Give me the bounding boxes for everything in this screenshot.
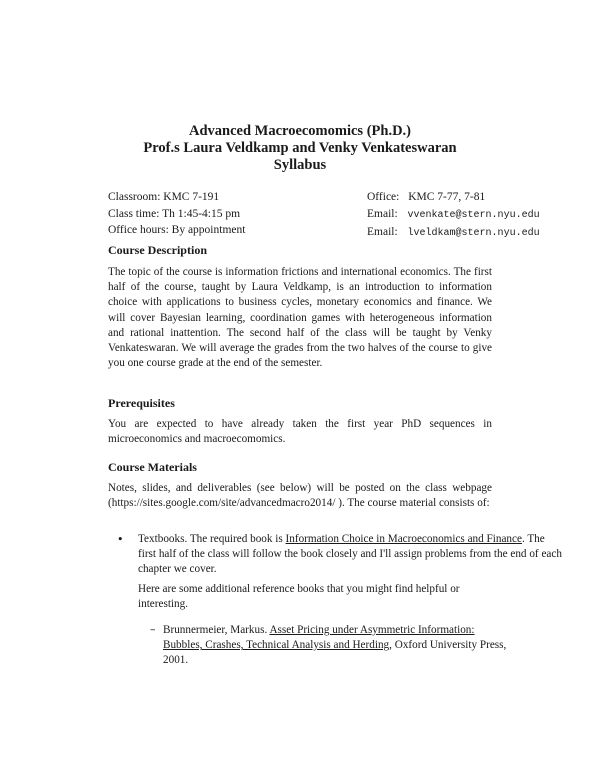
prerequisites-heading: Prerequisites <box>108 396 175 410</box>
office-hours: Office hours: By appointment <box>108 224 246 236</box>
email-label-1: Email: <box>367 207 398 220</box>
prerequisites-text: You are expected to have already taken the first year PhD sequences in microeconomics and macroecomomics. <box>108 418 492 446</box>
email-venkateswaran[interactable]: vvenkate@stern.nyu.edu <box>407 209 540 221</box>
reference-author: Brunnermeier, Markus. <box>163 624 270 636</box>
office-label: Office: <box>367 191 400 203</box>
email-veldkamp[interactable]: lveldkam@stern.nyu.edu <box>407 228 540 239</box>
course-materials-heading: Course Materials <box>108 460 197 474</box>
office-value: KMC 7-77, 7-81 <box>408 191 486 203</box>
bullet-marker: • <box>117 533 124 546</box>
reference-title: Asset Pricing under Asymmetric Information: Bubbles, Crashes, Technical Analysis and Herding <box>163 624 475 652</box>
office-row <box>367 189 540 206</box>
logistics-left <box>108 189 245 239</box>
logistics-right <box>367 189 540 243</box>
textbook-title: Information Choice in Macroeconomics and Finance <box>285 533 522 545</box>
classroom: Classroom: KMC 7-191 <box>108 191 220 203</box>
textbooks-item <box>138 532 565 578</box>
reference-item <box>163 623 515 669</box>
class-time: Class time: Th 1:45-4:15 pm <box>108 207 241 220</box>
textbooks-prefix: Textbooks. The required book is <box>138 533 286 545</box>
professors-line: Prof.s Laura Veldkamp and Venky Venkateswaran <box>143 140 457 156</box>
email-row-1 <box>367 206 540 225</box>
textbooks-suffix: . The first half of the class will follow the book closely and I'll assign problems from the end of each chapter we cover. <box>138 533 562 576</box>
course-materials-intro: Notes, slides, and deliverables (see below) will be posted on the class webpage (https://sites.google.com/site/advancedmacro2014/ ). The course material consists of: <box>108 482 492 510</box>
course-title: Advanced Macroecomomics (Ph.D.) <box>188 123 412 139</box>
email-label-2: Email: <box>367 226 398 238</box>
syllabus-label: Syllabus <box>273 157 327 173</box>
reference-publisher: , Oxford University Press, 2001. <box>163 639 507 667</box>
course-description-text: The topic of the course is information frictions and international economics. The first half of the course, taught by Laura Veldkamp, is an introduction to information choice with applications to business cycles, monetary economics and finance. We will cover Bayesian learning, coordination games with heterogeneous information and rational inattention. The second half of the class will be taught by Venky Venkateswaran. We will average the grades from the two halves of the course to give you one course grade at the end of the semester. <box>108 266 492 370</box>
dash-marker: – <box>150 623 156 636</box>
course-description-heading: Course Description <box>108 243 207 257</box>
email-row-2 <box>367 224 540 243</box>
additional-references-text: Here are some additional reference books that you might find helpful or interesting. <box>138 583 460 611</box>
